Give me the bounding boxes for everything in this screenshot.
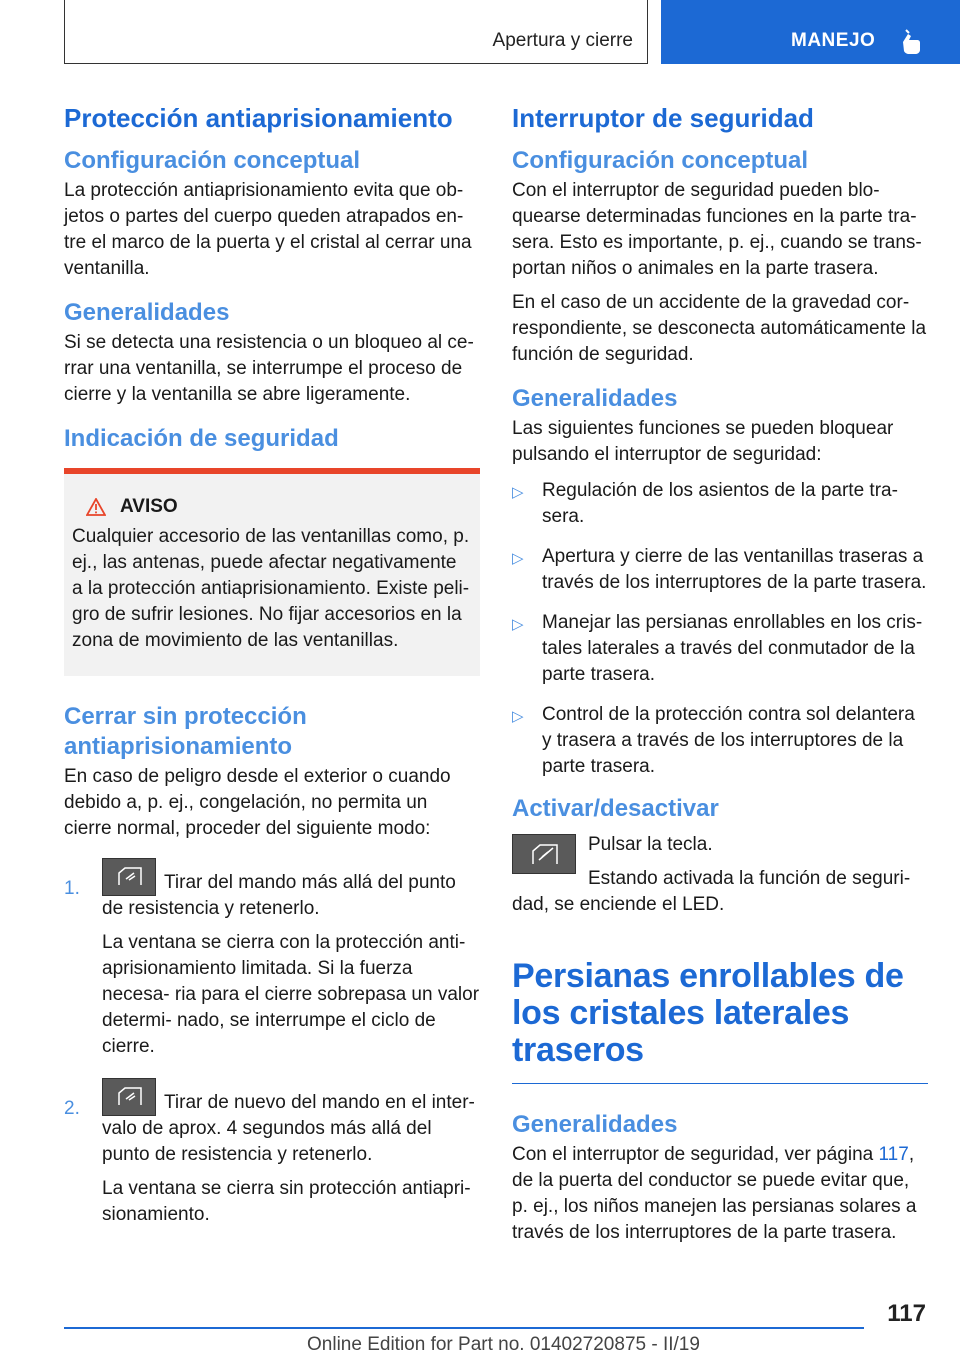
list-item: ▷ Regulación de los asientos de la parte tra- sera. [512,480,898,527]
step-number: 1. [64,878,80,899]
header-section-label: Apertura y cierre [492,30,633,51]
header-chapter-label: MANEJO [791,30,876,51]
header-section-box [64,0,648,64]
steps-list [64,858,480,1228]
list-item: ▷ Apertura y cierre de las ventanillas traseras a través de los interruptores de la parte trasera. [512,546,927,593]
heading-general: Generalidades [64,299,230,326]
bullet-triangle-icon: ▷ [512,708,524,725]
step-text: Tirar de nuevo del mando en el inter- valo de aprox. 4 segundos más allá del punto de resistencia y retenerlo. [102,1092,475,1165]
list-item: ▷ Control de la protección contra sol delantera y trasera a través de los interruptores de la parte trasera. [512,704,915,777]
hand-steering-icon [899,28,923,56]
step-number: 2. [64,1098,80,1119]
activate-text: Pulsar la tecla. [588,834,713,855]
heading-general: Generalidades [512,385,678,412]
safety-switch-key [512,834,576,874]
heading-safety: Indicación de seguridad [64,425,339,452]
step-item [64,1078,480,1228]
warning-title-text: AVISO [120,496,178,517]
functions-list [512,478,928,780]
step-item [64,858,480,1060]
concept-paragraph: En el caso de un accidente de la gravedad cor- respondiente, se desconecta automáticamente la función de seguridad. [512,292,927,365]
heading-concept: Configuración conceptual [512,147,809,174]
bullet-triangle-icon: ▷ [512,550,524,567]
activate-row [512,832,928,918]
header-chapter-tab[interactable] [661,0,960,64]
warning-triangle-icon [86,498,106,516]
general-paragraph: Si se detecta una resistencia o un bloqueo al ce- rrar una ventanilla, se interrumpe el proceso de cierre y la ventanilla se abre ligeramente. [64,332,474,405]
concept-paragraph: Con el interruptor de seguridad pueden blo- quearse determinadas funciones en la parte tra- sera. Esto es importante, p. ej., cuando se trans- portan niños o animales en la parte trasera. [512,180,922,279]
window-switch-icon [117,867,143,887]
chapter-title-blinds: Persianas enrollables de los cristales laterales traseros [512,958,928,1084]
right-column [512,100,928,1246]
activate-text: Estando activada la función de seguri- dad, se enciende el LED. [512,868,911,915]
concept-paragraph: La protección antiaprisionamiento evita que ob- jetos o partes del cuerpo queden atrapados en- tre el marco de la puerta y el cristal al cerrar una ventanilla. [64,180,472,279]
page-number: 117 [887,1300,926,1327]
step-subtext: La ventana se cierra sin protección antiapri- sionamiento. [102,1178,471,1225]
heading-close-without-protection: Cerrar sin protección antiaprisionamiento [64,703,307,760]
window-switch-icon [117,1087,143,1107]
page-reference-link[interactable]: 117 [878,1144,909,1165]
list-item: ▷ Manejar las persianas enrollables en los cris- tales laterales a través del conmutador de la parte trasera. [512,612,923,685]
bullet-triangle-icon: ▷ [512,616,524,633]
warning-box [64,468,480,676]
heading-activate: Activar/desactivar [512,795,719,822]
warning-text: Cualquier accesorio de las ventanillas como, p. ej., las antenas, puede afectar negativamente a la protección antiaprisionamiento. Existe peli- gro de sufrir lesiones. No fijar accesorios en la zona de movimiento de las ventanillas. [72,526,470,651]
blinds-paragraph: Con el interruptor de seguridad, ver página 117, de la puerta del conductor se puede evitar que, p. ej., los niños manejen las persianas solares a través de los interruptores de la parte trasera. [512,1144,917,1243]
warning-title [86,496,472,518]
step-subtext: La ventana se cierra con la protección anti- aprisionamiento limitada. Si la fuerza necesa- ria para el cierre sobrepasa un valor determi- nado, se interrumpe el ciclo de cierre. [102,932,480,1057]
footer-edition: Online Edition for Part no. 01402720875 - II/19 [307,1334,700,1355]
window-switch-key [102,1078,156,1116]
left-column [64,100,480,1246]
heading-concept: Configuración conceptual [64,147,361,174]
general-paragraph: Las siguientes funciones se pueden bloquear pulsando el interruptor de seguridad: [512,418,894,465]
window-switch-key [102,858,156,896]
step-text: Tirar del mando más allá del punto de resistencia y retenerlo. [102,872,456,919]
heading-blinds-general: Generalidades [512,1111,678,1138]
footer-divider [64,1327,864,1329]
bullet-triangle-icon: ▷ [512,484,524,501]
window-lock-icon [531,844,559,866]
section-title-anti-pinch: Protección antiaprisionamiento [64,103,453,133]
close-paragraph: En caso de peligro desde el exterior o cuando debido a, p. ej., congelación, no permita un cierre normal, proceder del siguiente modo: [64,766,451,839]
section-title-safety-switch: Interruptor de seguridad [512,103,814,133]
